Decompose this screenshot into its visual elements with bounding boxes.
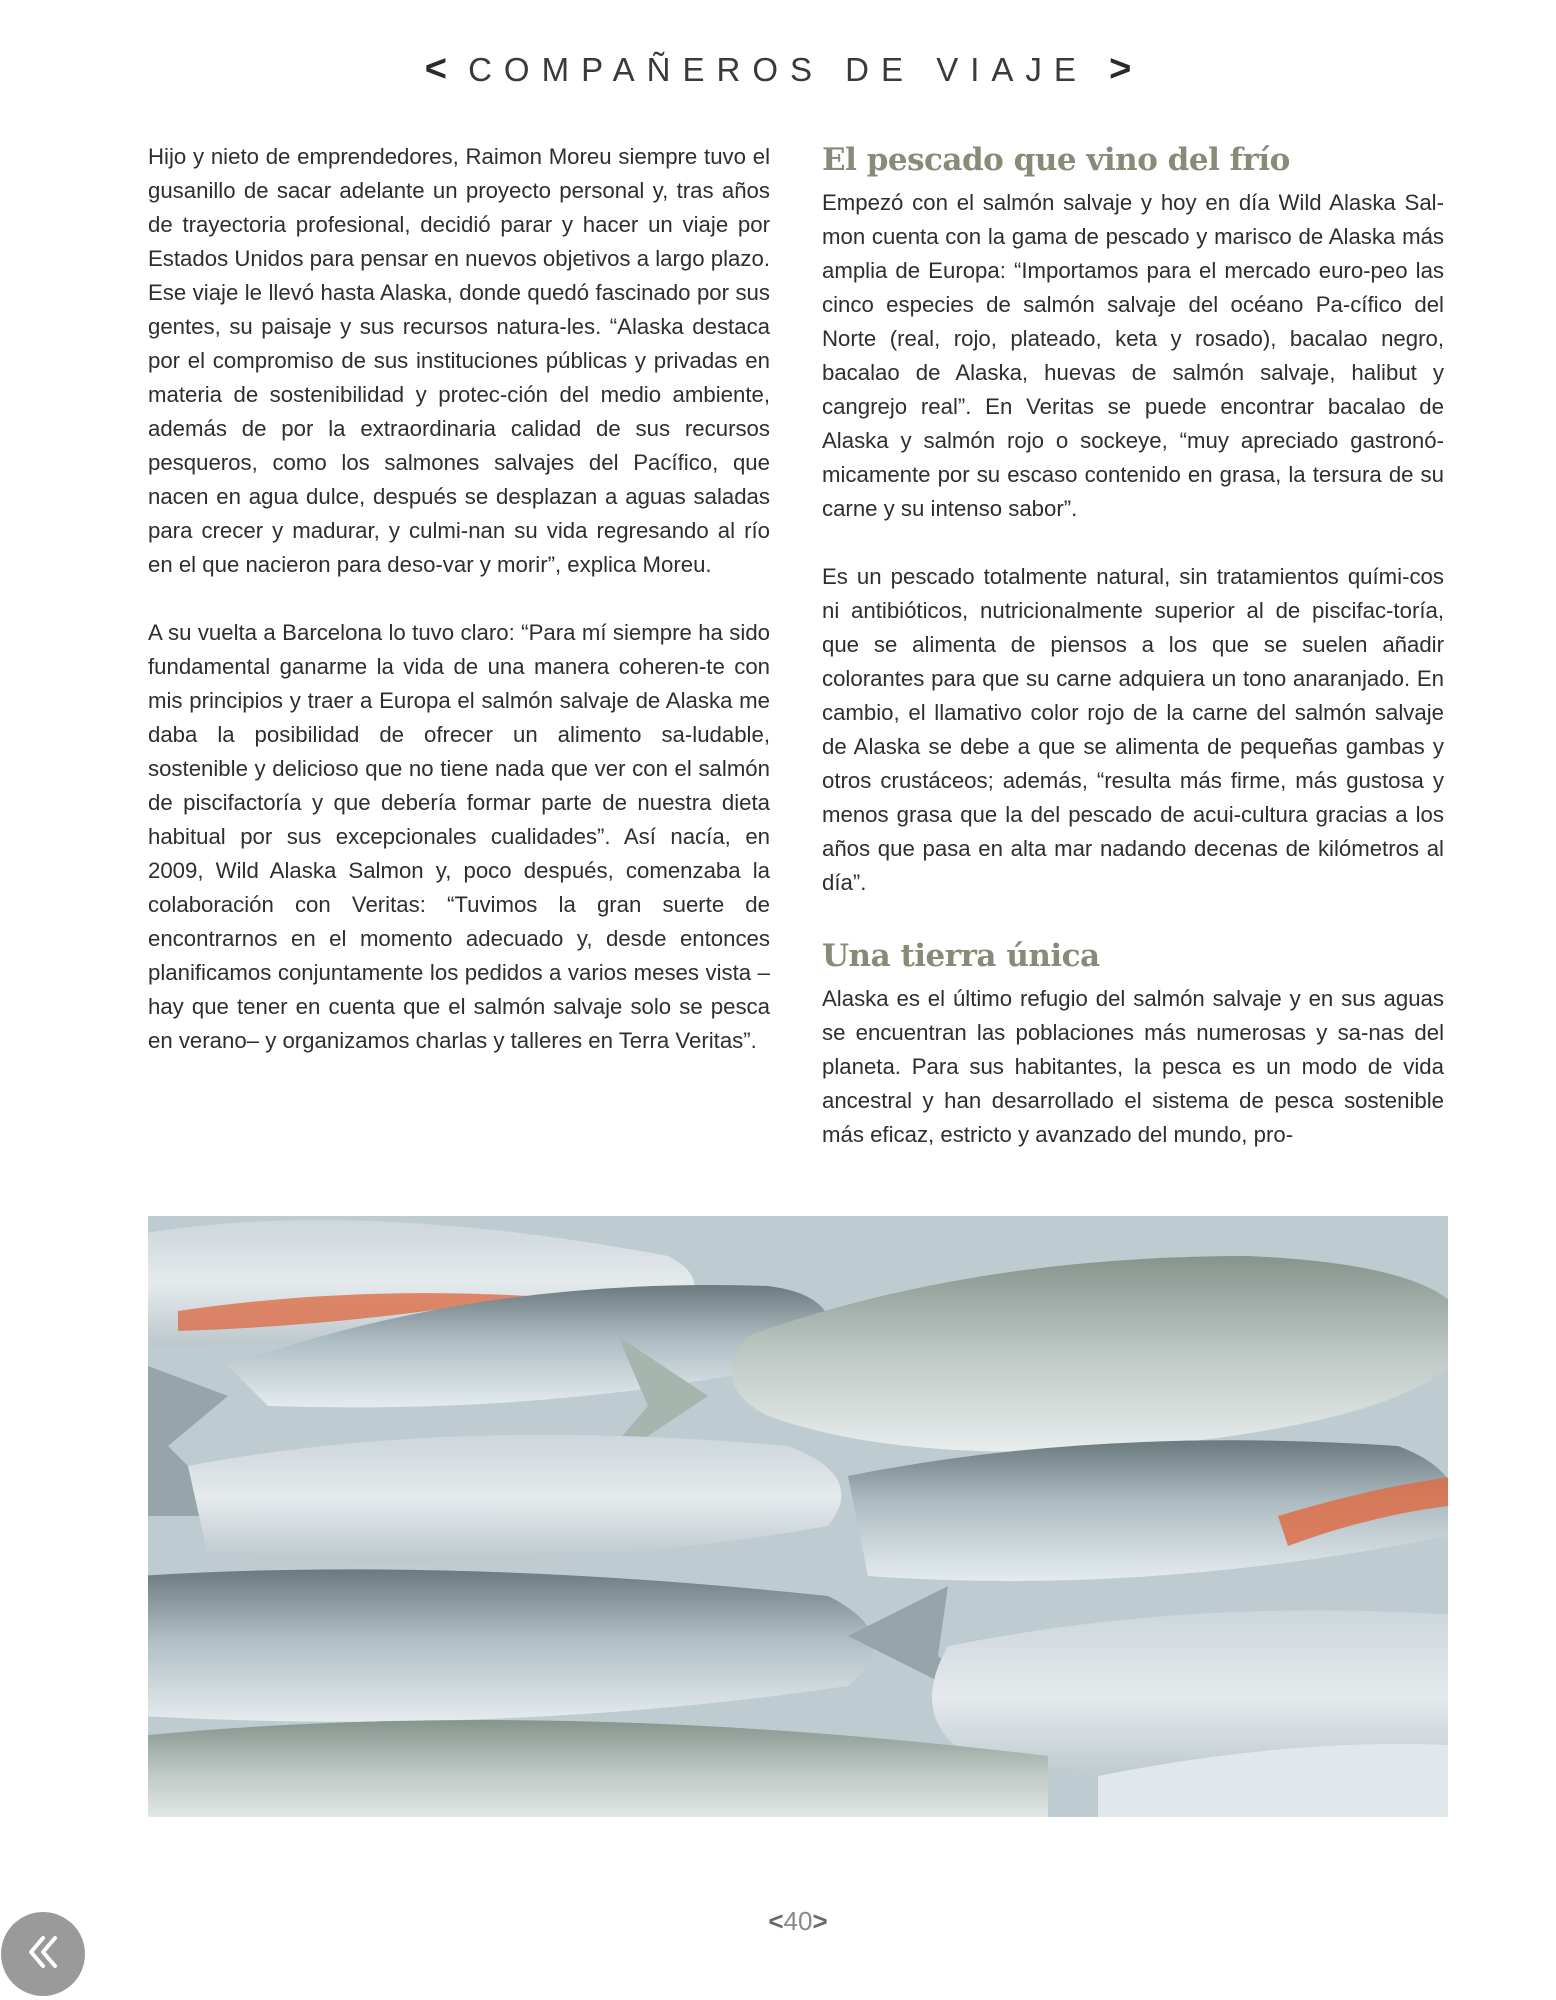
header-right-chevron: >	[1109, 48, 1132, 90]
left-column	[148, 140, 770, 1092]
body-paragraph: Es un pescado totalmente natural, sin tratamientos quími-cos ni antibióticos, nutricionalmente superior al de piscifac-toría, que se alimenta de piensos a los que se suelen añadir colorantes para que su carne adquiera un tono anaranjado. En cambio, el llamativo color rojo de la carne del salmón salvaje de Alaska se debe a que se alimenta de pequeñas gambas y otros crustáceos; además, “resulta más firme, más gustosa y menos grasa que la del pescado de acui-cultura gracias a los años que pasa en alta mar nadando decenas de kilómetros al día”.	[822, 564, 1444, 895]
double-chevron-left-icon	[21, 1930, 65, 1979]
body-paragraph: Hijo y nieto de emprendedores, Raimon Moreu siempre tuvo el gusanillo de sacar adelante un proyecto personal y, tras años de trayectoria profesional, decidió parar y hacer un viaje por Estados Unidos para pensar en nuevos objetivos a largo plazo. Ese viaje le llevó hasta Alaska, donde quedó fascinado por sus gentes, su paisaje y sus recursos natura-les. “Alaska destaca por el compromiso de sus instituciones públicas y privadas en materia de sostenibilidad y protec-ción del medio ambiente, además de por la extraordinaria calidad de sus recursos pesqueros, como los salmones salvajes del Pacífico, que nacen en agua dulce, después se desplazan a aguas saladas para crecer y madurar, y culmi-nan su vida regresando al río en el que nacieron para deso-var y morir”, explica Moreu.	[148, 144, 770, 577]
header-left-chevron: <	[424, 48, 447, 90]
page-number	[0, 1906, 1556, 1937]
section-title: COMPAÑEROS DE VIAJE	[468, 51, 1088, 88]
page-left-chevron: <	[768, 1906, 784, 1936]
page-right-chevron: >	[812, 1906, 828, 1936]
subheading-pescado: El pescado que vino del frío	[822, 142, 1290, 178]
page-number-value: 40	[783, 1906, 813, 1936]
body-paragraph: Alaska es el último refugio del salmón salvaje y en sus aguas se encuentran las poblaciones más numerosas y sa-nas del planeta. Para sus habitantes, la pesca es un modo de vida ancestral y han desarrollado el sistema de pesca sostenible más eficaz, estricto y avanzado del mundo, pro-	[822, 986, 1444, 1147]
right-column	[822, 138, 1444, 1186]
subheading-tierra: Una tierra única	[822, 938, 1100, 974]
salmon-photo	[148, 1216, 1448, 1817]
body-paragraph: A su vuelta a Barcelona lo tuvo claro: “Para mí siempre ha sido fundamental ganarme la vida de una manera coheren-te con mis principios y traer a Europa el salmón salvaje de Alaska me daba la posibilidad de ofrecer un alimento sa-ludable, sostenible y delicioso que no tiene nada que ver con el salmón de piscifactoría y que debería formar parte de nuestra dieta habitual por sus excepcionales cualidades”. Así nacía, en 2009, Wild Alaska Salmon y, poco después, comenzaba la colaboración con Veritas: “Tuvimos la gran suerte de encontrarnos en el momento adecuado y, desde entonces planificamos conjuntamente los pedidos a varios meses vista –hay que tener en cuenta que el salmón salvaje solo se pesca en verano– y organizamos charlas y talleres en Terra Veritas”.	[148, 620, 770, 1053]
section-header	[0, 48, 1556, 91]
back-button[interactable]	[1, 1912, 85, 1996]
body-paragraph: Empezó con el salmón salvaje y hoy en día Wild Alaska Sal-mon cuenta con la gama de pescado y marisco de Alaska más amplia de Europa: “Importamos para el mercado euro-peo las cinco especies de salmón salvaje del océano Pa-cífico del Norte (real, rojo, plateado, keta y rosado), bacalao negro, bacalao de Alaska, huevas de salmón salvaje, halibut y cangrejo real”. En Veritas se puede encontrar bacalao de Alaska y salmón rojo o sockeye, “muy apreciado gastronó-micamente por su escaso contenido en grasa, la tersura de su carne y su intenso sabor”.	[822, 190, 1444, 521]
